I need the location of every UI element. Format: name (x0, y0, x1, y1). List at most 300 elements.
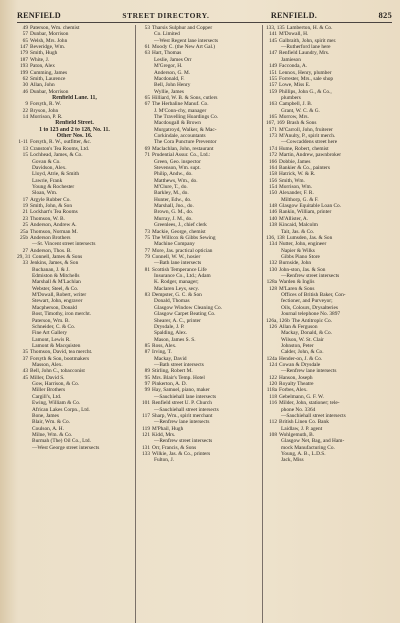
entry-text: —Renfrew lane intersects (281, 368, 337, 375)
entry-text: Davidson, Alex. (32, 164, 67, 171)
entry-text: Nutter, John, engineer (279, 241, 327, 248)
entry-text: Milder, John, stationer; tele- (279, 400, 340, 407)
entry-text: M'Dowall, H. (279, 31, 309, 38)
entry-text: Maclachlan, John, restaurant (152, 145, 214, 152)
section-heading: 1 to 123 and 2 to 128, No. 11. (39, 126, 110, 133)
street-number: 65 (22, 37, 28, 44)
street-number: 57 (22, 31, 28, 38)
entry-text: Moody C. (the New Art Gal.) (152, 44, 216, 51)
entry-text: —Rutherford lane here (281, 44, 331, 51)
street-number: 156 (268, 177, 277, 184)
entry-text: Grant, W. C. & G. (281, 107, 320, 114)
entry-text: Campbell, J. B. (279, 101, 313, 108)
street-number: 146 (268, 209, 277, 216)
entry-text: plumbers (281, 94, 301, 101)
street-number: 23 (22, 215, 28, 222)
street-number: 138 (268, 222, 277, 229)
entry-text: Mrs. Blair's Temp. Hotel (152, 374, 205, 381)
entry-text: Leslie, James Orr (154, 56, 192, 63)
street-number: 63 (144, 50, 150, 57)
entry-text: Matthews, Wm., do. (154, 177, 198, 184)
street-number: 167, 169 (266, 120, 285, 127)
street-number: 30 (22, 82, 28, 89)
entry-text: Lawrie, Frank (32, 177, 63, 184)
section-heading: Renfield Street. (55, 120, 94, 127)
entry-text: Lumsden, Jas. & Son (286, 234, 333, 241)
entry-text: Anderson, Andrew A. (30, 222, 77, 229)
entry-text: Mason, James S. S. (154, 336, 196, 343)
entry-text: Oils, Colours, Drysalteries (281, 304, 338, 311)
entry-text: Hunter, Edw., do. (154, 196, 192, 203)
entry-text: —Sauchiehall lane intersects (154, 393, 217, 400)
street-number: 71 (144, 152, 150, 159)
street-number: 134 (268, 241, 277, 248)
entry-text: Govan & Co. (32, 158, 61, 165)
entry-text: Masson, Alex. (32, 362, 63, 369)
street-number: 62 (22, 75, 28, 82)
street-number: 116 (269, 400, 277, 407)
entry-text: phone No. 3364 (281, 406, 316, 413)
street-number: 172 (268, 152, 277, 159)
entry-text: Lamberton, H. & Co. (286, 25, 333, 31)
section-heading: Renfield Lane. 11, (52, 94, 97, 101)
street-number: 15 (22, 152, 28, 159)
entry-text: Ewing, William & Co. (32, 400, 81, 407)
street-number: 87 (144, 349, 150, 356)
entry-text: Paterson, Wm. chemist (30, 25, 80, 31)
street-number: 124 (268, 362, 277, 369)
header-right: RENFIELD. (270, 11, 318, 20)
entry-text: Royalty Theatre (279, 381, 314, 388)
entry-text: Paton, Alex (30, 63, 55, 70)
entry-text: Paterson, Wm. B. (32, 317, 70, 324)
street-number: 157 (268, 82, 277, 89)
entry-text: Anderson, G. M. (154, 69, 191, 76)
entry-text: Schneider, C. & Co. (32, 323, 76, 330)
entry-text: Gebelmann, G. F. W. (279, 393, 324, 400)
entry-text: Machine Company (154, 241, 195, 248)
entry-text: African Lakes Corpn., Ltd. (32, 406, 90, 413)
entry-text: Thomson, W. B. (30, 215, 65, 222)
entry-text: Edmiston & Mitchells (32, 273, 80, 280)
street-number: 164 (268, 164, 277, 171)
entry-text: Wilkie, Jas. & Co., printers (152, 451, 211, 458)
street-number: 17 (22, 196, 28, 203)
entry-text: Coulson, A. H. (32, 425, 64, 432)
street-number: 136, 138 (266, 234, 285, 241)
entry-text: Beveridge, Wm. (30, 44, 66, 51)
entry-text: Smith, Wm. (279, 177, 305, 184)
entry-text: Blair, Wm. & Co. (32, 419, 70, 426)
entry-text: The Willcox & Gibbs Sewing (152, 234, 216, 241)
entry-text: Mackay, David (154, 355, 187, 362)
directory-entry (266, 457, 392, 463)
street-number: 155 (268, 75, 277, 82)
entry-text: Scottish Temperance Life (152, 266, 207, 273)
entry-text: Jamieson (281, 56, 301, 63)
entry-text: Forrester, Mrs., sale shop (279, 75, 334, 82)
entry-text: Lennox, Henry, plumber (279, 69, 332, 76)
entry-text: Forsyth & Son, bootmakers (30, 355, 90, 362)
entry-text: Drysdale, J. P. (154, 323, 185, 330)
entry-text: J. M'Conn-chy, manager (154, 107, 207, 114)
street-number: 163 (268, 101, 277, 108)
entry-text: —Renfrew lane intersects (154, 419, 210, 426)
entry-text: Buchanan, J. & J. (32, 266, 70, 273)
entry-text: Forsyth, R. W., outfitter, &c. (30, 139, 92, 146)
street-number: 124a (266, 355, 277, 362)
entry-text: Hanson, Joseph (279, 374, 313, 381)
header-left: RENFIELD (17, 11, 61, 20)
entry-text: —Cowcaddens street here (281, 139, 338, 146)
entry-text: Offices of British Baker, Con- (281, 292, 346, 299)
entry-text: Dunbar, Morrison (30, 88, 69, 95)
entry-text: —St. Vincent street intersects (32, 241, 96, 248)
street-number: 158 (268, 171, 277, 178)
entry-text: Laidlaw, J. P. agent (281, 425, 323, 432)
street-number: 128 (268, 285, 277, 292)
entry-text: Kidd, Mrs. (152, 432, 176, 438)
entry-text: —West Regent lane intersects (154, 37, 219, 44)
entry-text: Corkindale, accountants (154, 133, 206, 140)
entry-text: Glasgow Net, Bag, and Ham- (281, 438, 345, 445)
entry-text: Lloyd, Atrie, & Smith (32, 171, 80, 178)
entry-text: Glasgow Equitable Loan Co. (279, 203, 342, 210)
street-number: 25b (19, 234, 28, 241)
entry-text: John-ston, Jas. & Son (279, 266, 326, 273)
entry-text: Bell, John C., tobacconist (30, 368, 85, 375)
entry-text: Burmah (The) Oil Co., Ltd. (32, 438, 91, 445)
entry-text: Welsh, Mrs. John (30, 37, 68, 44)
entry-text: Webster, Steel, & Co. (32, 285, 79, 292)
street-number: 133 (141, 451, 150, 458)
street-number: 149 (268, 63, 277, 70)
entry-text: Cargill's, Ltd. (32, 393, 62, 400)
entry-text: Hender-on, J. & Co. (279, 355, 323, 362)
entry-text: Wilson, W. St. Clair (281, 336, 324, 343)
entry-text: M'Clure, T., do. (154, 183, 188, 190)
entry-text: Tait, Jas. & Co. (281, 228, 315, 235)
directory-column-3 (262, 25, 392, 623)
street-number: 108 (268, 432, 277, 438)
street-number: 101 (141, 400, 150, 407)
entry-text: Phillips, John G., & Co., (279, 88, 332, 95)
entry-text: The Antitropic Co. (291, 317, 332, 324)
entry-text: Thomson, Norman M. (30, 228, 78, 235)
entry-text: Forsyth, R. W. (30, 101, 62, 108)
entry-text: Hume, Robert, chemist (279, 145, 329, 152)
entry-text: Orr, Francis, & Sons (152, 444, 197, 451)
street-number: 131 (141, 444, 150, 451)
entry-text: Dobbie, James (279, 158, 311, 165)
entry-text: Pinkerton, A. D. (152, 381, 187, 388)
entry-text: Argyle Rubber Co. (30, 196, 71, 203)
street-number: 117 (142, 412, 150, 419)
entry-text: M'Carroll, John, fruiterer (279, 126, 333, 133)
entry-text: Lowe, Miss E. (279, 82, 311, 89)
street-number: 165 (268, 114, 277, 121)
street-number: 25a (20, 228, 28, 235)
entry-text: Smith, Hugh (30, 50, 58, 57)
entry-text: mock Manufacturing Co. (281, 444, 335, 451)
entry-text: Lockhart's Tea Rooms (30, 209, 78, 216)
entry-text: Wyllie, James (154, 88, 184, 95)
street-number: 21 (22, 209, 28, 216)
entry-text: Stirling, Robert M. (152, 368, 193, 375)
entry-text: Bell, John Henry (154, 82, 191, 89)
entry-text: Milthorp, G. & F. (281, 196, 319, 203)
street-number: 166 (268, 158, 277, 165)
entry-text: M'Allister, A. (279, 215, 309, 222)
street-number: 35 (22, 349, 28, 356)
entry-text: Galbraith, John, spirit mer. (279, 37, 337, 44)
entry-text: Lochhead, James, & Co. (30, 152, 83, 159)
entry-text: Brown, G. M., do. (154, 209, 194, 216)
directory-column-2 (135, 25, 262, 623)
entry-text: Hatrick, W. & R. (279, 171, 316, 178)
entry-text: Connell, James & Sons (32, 253, 83, 260)
entry-text: Macpherson, Donald (32, 304, 77, 311)
street-number: 33 (22, 260, 28, 267)
street-number: 53 (144, 25, 150, 31)
entry-text: Warden & Inglis (279, 279, 315, 286)
entry-text: Greenlees, J., chief clerk (154, 222, 207, 229)
street-number: 199 (19, 69, 28, 76)
street-number: 49 (22, 25, 28, 31)
street-number: 187 (19, 56, 28, 63)
entry-text: British Linen Co. Bank (279, 419, 329, 426)
street-number: 67 (144, 101, 150, 108)
street-number: 25 (22, 222, 28, 229)
street-number: 85 (144, 342, 150, 349)
street-number: 14 (22, 114, 28, 121)
entry-text: White, J. (30, 56, 50, 63)
entry-text: —Renfrew street intersects (281, 273, 340, 280)
entry-text: Lamont, Lewis R. (32, 336, 71, 343)
street-number: 126 (268, 323, 277, 330)
entry-text: Fine Art Gallery (32, 330, 68, 337)
street-number: 65 (144, 94, 150, 101)
street-number: 179 (19, 50, 28, 57)
street-number: 13 (22, 145, 28, 152)
entry-text: K. Rodger, manager; (154, 279, 199, 286)
entry-text: Bost, Timothy, iron mercht. (32, 311, 92, 318)
street-number: 150 (268, 190, 277, 197)
entry-text: Brash & Sons (286, 120, 317, 127)
entry-text: Shearer, A. C., printer (154, 317, 201, 324)
entry-text: Murray, J. M., do. (154, 215, 193, 222)
street-number: 9 (25, 101, 28, 108)
entry-text: Irving, T. (152, 349, 172, 356)
entry-text: Stewart, John, engraver (32, 298, 83, 305)
street-number: 73 (144, 228, 150, 235)
street-number: 37 (22, 355, 28, 362)
entry-text: M'Phail, Hugh (152, 425, 184, 432)
street-number: 126a, 126b (266, 317, 290, 324)
entry-text: Glasgow Window Cleaning Co. (154, 304, 222, 311)
entry-text: Dunbar, Morrison (30, 31, 69, 38)
entry-text: Barkley, M., do. (154, 190, 189, 197)
street-number: 97 (144, 381, 150, 388)
entry-text: More, Jas. practical optician (152, 247, 213, 254)
entry-text: Forbes, Alex. (279, 387, 308, 394)
street-number: 1-11 (18, 139, 28, 146)
entry-text: Alexander, F. R. (279, 190, 314, 197)
entry-text: Hay, Samuel, piano, maker (152, 387, 210, 394)
entry-text: Prudential Assur. Co., Ltd.: (152, 152, 211, 159)
entry-text: Johnston, Peter (281, 342, 314, 349)
street-number: 22 (22, 107, 28, 114)
entry-text: Sharp, Wm., spirit merchant (152, 412, 213, 419)
entry-text: Martin, Andrew, pawnbroker (279, 152, 341, 159)
entry-text: The Herbaline Manuf. Co. (152, 101, 209, 108)
entry-text: Bankier & Co., painters (279, 164, 330, 171)
street-number: 69 (144, 145, 150, 152)
entry-text: —West George street intersects (32, 444, 100, 451)
entry-text: —Sauchiehall street intersects (281, 412, 346, 419)
entry-text: Green, Geo. inspector (154, 158, 201, 165)
street-number: 118a (266, 387, 277, 394)
street-number: 27 (22, 247, 28, 254)
entry-text: Macdonald, F. (154, 75, 185, 82)
entry-text: Spalding, Alex. (154, 330, 188, 337)
entry-text: Miller, David S. (30, 374, 65, 381)
street-number: 75 (144, 234, 150, 241)
street-number: 61 (144, 44, 150, 51)
entry-text: Murgatroyd, Walker, & Mac- (154, 126, 217, 133)
entry-text: The Travelling Hoardings Co. (154, 114, 219, 121)
entry-text: Renfield Laundry, Mrs. (279, 50, 330, 57)
entry-text: M'Laren & Sons (279, 285, 315, 292)
entry-text: Cowan & Drysdale (279, 362, 321, 369)
street-number: 145 (268, 37, 277, 44)
entry-text: Smith, John, & Son (30, 203, 73, 210)
street-number: 147 (19, 44, 28, 51)
entry-text: Cranston's Tea Rooms, Ltd. (30, 145, 90, 152)
street-number: 130 (268, 266, 277, 273)
entry-text: Jack, Miss (281, 457, 304, 464)
directory-column-1 (17, 25, 135, 623)
entry-text: Renfield street U. P. Church (152, 400, 212, 407)
street-number: 99 (144, 387, 150, 394)
entry-text: Miller Brothers (32, 387, 66, 394)
street-number: 120 (268, 381, 277, 388)
entry-text: Napier & Wilks (281, 247, 315, 254)
entry-text: Connell, W. W., hosier (152, 253, 201, 260)
street-number: 173 (268, 133, 277, 140)
street-number: 159 (268, 88, 277, 95)
entry-text: Ross, Alex. (152, 342, 177, 349)
street-number: 128a (266, 279, 277, 286)
entry-text: Allan & Ferguson (279, 323, 318, 330)
directory-entry (17, 445, 132, 451)
entry-text: —Renfrew street intersects (154, 438, 213, 445)
entry-text: —Bath street intersects (154, 362, 204, 369)
street-number: 193 (19, 63, 28, 70)
street-number: 29, 31 (17, 253, 31, 260)
page-number: 825 (378, 10, 392, 20)
entry-text: —Bath lane intersects (154, 260, 202, 267)
street-number: 151 (268, 69, 277, 76)
running-header (17, 10, 392, 23)
entry-text: Sloan, Wm. (32, 190, 58, 197)
street-number: 81 (144, 266, 150, 273)
entry-text: Rankin, William, printer (279, 209, 332, 216)
entry-text: M'Anulty, P., spirit merch. (279, 133, 336, 140)
entry-text: Maclaren Leys, secy. (154, 285, 200, 292)
entry-text: Macdougall & Brown (154, 120, 201, 127)
entry-text: The Cora Puncture Preventor (154, 139, 217, 146)
street-number: 140 (268, 215, 277, 222)
entry-text: Mackie, George, chemist (152, 228, 206, 235)
entry-text: Allan, John (30, 82, 55, 89)
street-number: 95 (144, 374, 150, 381)
entry-text: Donald, Thomas (154, 298, 190, 305)
street-number: 19 (22, 203, 28, 210)
entry-text: Smith, Laurence (30, 75, 66, 82)
entry-text: Marshall, Jno., do. (154, 203, 194, 210)
street-number: 112 (269, 419, 277, 426)
entry-text: —Sauchiehall street intersects (154, 406, 219, 413)
entry-text: M'Gregor, H. (154, 63, 183, 70)
street-number: 89 (144, 368, 150, 375)
street-number: 133, 135 (266, 25, 285, 31)
entry-text: Hart, Thomas (152, 50, 182, 57)
entry-text: Hilliard, W. B. & Sons, cutlers (152, 94, 218, 101)
entry-text: Jenkins, James, & Son (30, 260, 79, 267)
entry-text: Burnside, John (279, 260, 312, 267)
street-number: 121 (141, 432, 150, 438)
street-number: 46 (22, 88, 28, 95)
entry-text: Marshall & M'Lachlan (32, 279, 81, 286)
street-number: 171 (268, 126, 277, 133)
entry-text: Calder, John, & Co. (281, 349, 324, 356)
entry-text: Wohlgemuth, B. (279, 432, 315, 438)
street-number: 77 (144, 247, 150, 254)
entry-text: Milne, Wm. & Co. (32, 432, 73, 438)
entry-text: Gibbs Piano Store (281, 253, 320, 260)
entry-text: Morrison, P. R. (30, 114, 63, 121)
entry-text: Kincaid, Malcolm (279, 222, 318, 229)
directory-entry (139, 457, 262, 463)
entry-text: Anderson, Thos. B. (30, 247, 72, 254)
directory-columns (17, 25, 392, 623)
street-number: 43 (22, 368, 28, 375)
entry-text: Gow, Harrison, & Co. (32, 381, 80, 388)
entry-text: Morrison, Wm. (279, 183, 313, 190)
street-number: 132 (268, 260, 277, 267)
entry-text: Glasgow Carpet Beating Co. (154, 311, 216, 318)
entry-text: Anderson Brothers (30, 234, 71, 241)
section-heading: Other Nos. 16. (56, 133, 93, 140)
entry-text: Bryson, John (30, 107, 59, 114)
entry-text: Insurance Co., Ltd.; Adam (154, 273, 211, 280)
street-number: 141 (268, 31, 277, 38)
entry-text: Dempster, G. C. & Son (152, 292, 202, 299)
street-number: 174 (268, 145, 277, 152)
street-number: 154 (268, 183, 277, 190)
entry-text: Philip, Andw., do. (154, 171, 193, 178)
street-number: 119 (142, 425, 150, 432)
street-number: 118 (269, 393, 277, 400)
street-number: 45 (22, 374, 28, 381)
entry-text: Co. Limited (154, 31, 180, 38)
entry-text: Journal telephone No. 3897 (281, 311, 341, 318)
entry-text: Bone, James (32, 412, 60, 419)
street-number: 83 (144, 292, 150, 299)
entry-text: Young, A. B., L.D.S. (281, 451, 326, 458)
street-number: 79 (144, 253, 150, 260)
